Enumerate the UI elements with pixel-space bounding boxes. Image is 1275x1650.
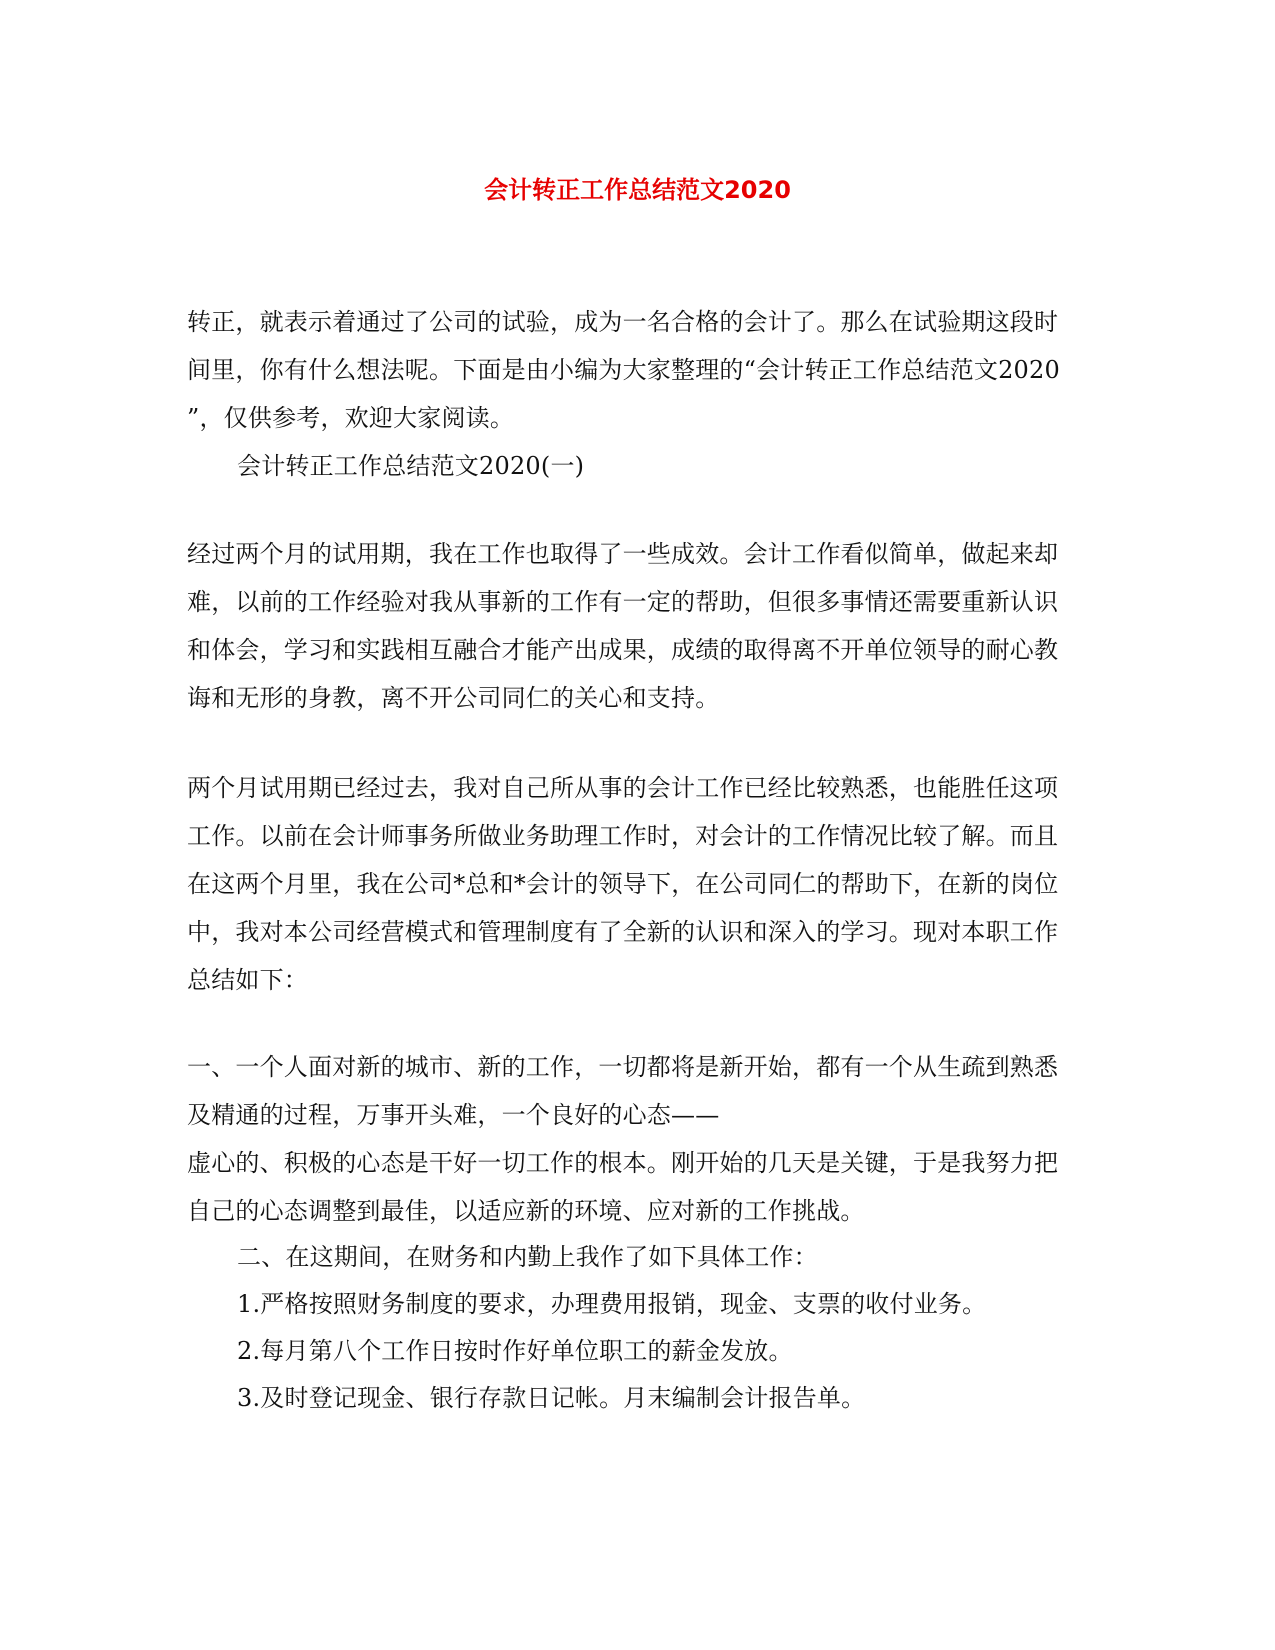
paragraph-line: 在这两个月里，我在公司*总和*会计的领导下，在公司同仁的帮助下，在新的岗位: [187, 870, 1059, 898]
document-title: 会计转正工作总结范文2020: [484, 176, 791, 204]
paragraph-line: 及精通的过程，万事开头难，一个良好的心态——: [187, 1101, 720, 1129]
paragraph-line: 和体会，学习和实践相互融合才能产出成果，成绩的取得离不开单位领导的耐心教: [187, 636, 1059, 664]
intro-line: 间里，你有什么想法呢。下面是由小编为大家整理的“会计转正工作总结范文2020: [187, 356, 1060, 384]
section-2-heading: 二、在这期间，在财务和内勤上我作了如下具体工作：: [237, 1243, 818, 1271]
intro-paragraph: [187, 298, 1087, 442]
paragraph-line: 虚心的、积极的心态是干好一切工作的根本。刚开始的几天是关键，于是我努力把: [187, 1149, 1059, 1177]
list-item: 3.及时登记现金、银行存款日记帐。月末编制会计报告单。: [237, 1384, 866, 1412]
paragraph-line: 诲和无形的身教，离不开公司同仁的关心和支持。: [187, 684, 720, 712]
paragraph-1: [187, 530, 1087, 722]
paragraph-line: 中，我对本公司经营模式和管理制度有了全新的认识和深入的学习。现对本职工作: [187, 918, 1059, 946]
paragraph-line: 两个月试用期已经过去，我对自己所从事的会计工作已经比较熟悉，也能胜任这项: [187, 774, 1059, 802]
intro-line: 转正，就表示着通过了公司的试验，成为一名合格的会计了。那么在试验期这段时: [187, 308, 1059, 336]
paragraph-line: 工作。以前在会计师事务所做业务助理工作时，对会计的工作情况比较了解。而且: [187, 822, 1059, 850]
list-item: 1.严格按照财务制度的要求，办理费用报销，现金、支票的收付业务。: [237, 1290, 987, 1318]
intro-line: ”，仅供参考，欢迎大家阅读。: [187, 404, 515, 432]
paragraph-3: [187, 1043, 1087, 1235]
paragraph-line: 一、一个人面对新的城市、新的工作，一切都将是新开始，都有一个从生疏到熟悉: [187, 1053, 1059, 1081]
section-subtitle: 会计转正工作总结范文2020(一): [237, 452, 585, 480]
paragraph-2: [187, 764, 1087, 1004]
paragraph-line: 难，以前的工作经验对我从事新的工作有一定的帮助，但很多事情还需要重新认识: [187, 588, 1059, 616]
paragraph-line: 经过两个月的试用期，我在工作也取得了一些成效。会计工作看似简单，做起来却: [187, 540, 1059, 568]
paragraph-line: 总结如下：: [187, 966, 308, 994]
paragraph-line: 自己的心态调整到最佳，以适应新的环境、应对新的工作挑战。: [187, 1197, 865, 1225]
list-item: 2.每月第八个工作日按时作好单位职工的薪金发放。: [237, 1337, 793, 1365]
